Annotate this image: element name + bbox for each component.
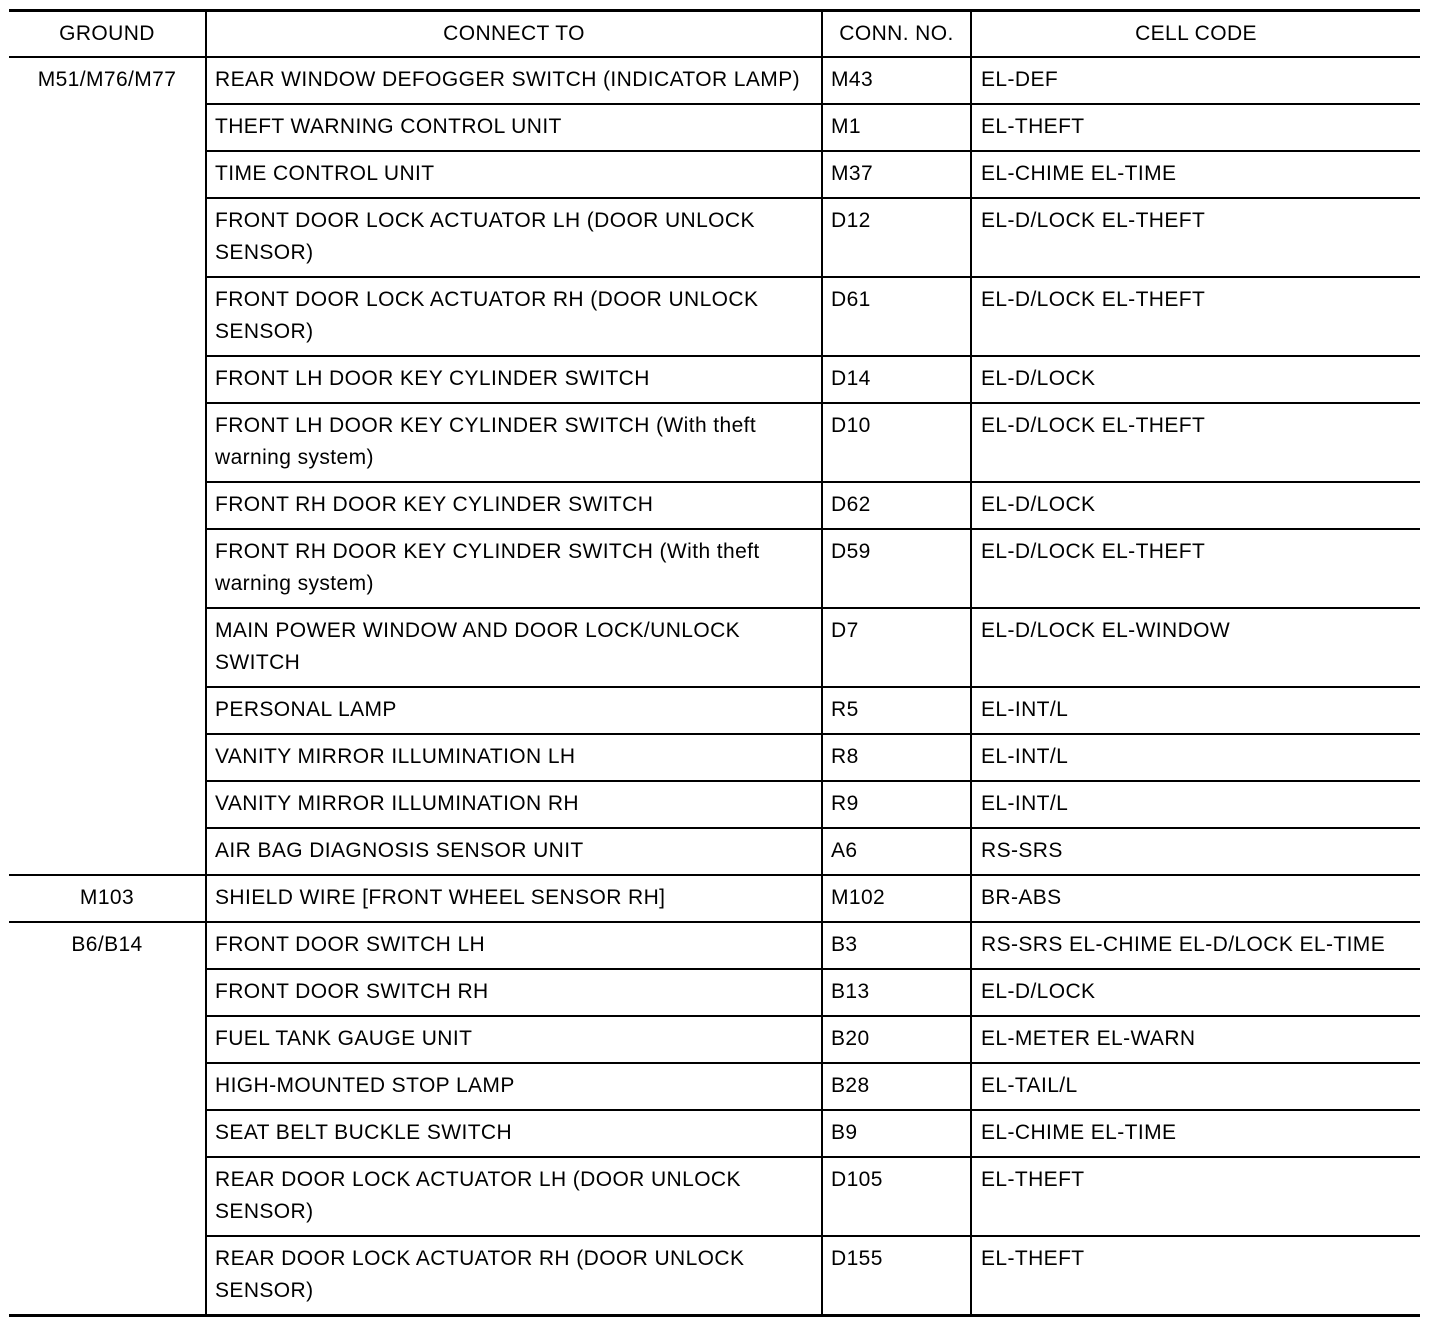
conn-no-cell: D7: [822, 608, 971, 687]
cell-code-cell: EL-D/LOCK EL-THEFT: [971, 198, 1420, 277]
header-connect-to: CONNECT TO: [206, 11, 822, 58]
cell-code-cell: EL-METER EL-WARN: [971, 1016, 1420, 1063]
table-row: [9, 198, 1420, 277]
conn-no-cell: M1: [822, 104, 971, 151]
table-row: [9, 277, 1420, 356]
table-row: [9, 403, 1420, 482]
table-row: [9, 1157, 1420, 1236]
conn-no-cell: M37: [822, 151, 971, 198]
table-row: [9, 1110, 1420, 1157]
ground-connections-table: [9, 9, 1420, 1317]
cell-code-cell: EL-D/LOCK: [971, 969, 1420, 1016]
cell-code-cell: EL-D/LOCK EL-THEFT: [971, 403, 1420, 482]
table-row: [9, 1063, 1420, 1110]
conn-no-cell: B13: [822, 969, 971, 1016]
cell-code-cell: EL-THEFT: [971, 1157, 1420, 1236]
conn-no-cell: D61: [822, 277, 971, 356]
conn-no-cell: R8: [822, 734, 971, 781]
cell-code-cell: EL-CHIME EL-TIME: [971, 1110, 1420, 1157]
cell-code-cell: EL-INT/L: [971, 781, 1420, 828]
connect-to-cell: TIME CONTROL UNIT: [206, 151, 822, 198]
header-ground: GROUND: [9, 11, 206, 58]
conn-no-cell: D62: [822, 482, 971, 529]
ground-cell: B6/B14: [9, 922, 206, 1316]
connect-to-cell: VANITY MIRROR ILLUMINATION RH: [206, 781, 822, 828]
cell-code-cell: EL-D/LOCK EL-THEFT: [971, 529, 1420, 608]
header-conn-no: CONN. NO.: [822, 11, 971, 58]
conn-no-cell: M102: [822, 875, 971, 922]
cell-code-cell: EL-D/LOCK EL-WINDOW: [971, 608, 1420, 687]
table-row: [9, 875, 1420, 922]
conn-no-cell: B9: [822, 1110, 971, 1157]
table-row: [9, 734, 1420, 781]
conn-no-cell: B3: [822, 922, 971, 969]
cell-code-cell: EL-INT/L: [971, 734, 1420, 781]
ground-cell: M103: [9, 875, 206, 922]
table-row: [9, 482, 1420, 529]
conn-no-cell: D12: [822, 198, 971, 277]
connect-to-cell: SEAT BELT BUCKLE SWITCH: [206, 1110, 822, 1157]
table-row: [9, 781, 1420, 828]
table-row: [9, 922, 1420, 969]
connect-to-cell: SHIELD WIRE [FRONT WHEEL SENSOR RH]: [206, 875, 822, 922]
cell-code-cell: EL-D/LOCK: [971, 482, 1420, 529]
connect-to-cell: REAR DOOR LOCK ACTUATOR RH (DOOR UNLOCK SENSOR): [206, 1236, 822, 1316]
table-row: [9, 608, 1420, 687]
conn-no-cell: R9: [822, 781, 971, 828]
connect-to-cell: FRONT DOOR SWITCH LH: [206, 922, 822, 969]
conn-no-cell: A6: [822, 828, 971, 875]
cell-code-cell: RS-SRS: [971, 828, 1420, 875]
conn-no-cell: B28: [822, 1063, 971, 1110]
cell-code-cell: EL-THEFT: [971, 1236, 1420, 1316]
table-row: [9, 356, 1420, 403]
connect-to-cell: REAR DOOR LOCK ACTUATOR LH (DOOR UNLOCK SENSOR): [206, 1157, 822, 1236]
table-row: [9, 1236, 1420, 1316]
conn-no-cell: D155: [822, 1236, 971, 1316]
connect-to-cell: FRONT DOOR LOCK ACTUATOR RH (DOOR UNLOCK SENSOR): [206, 277, 822, 356]
table-row: [9, 529, 1420, 608]
conn-no-cell: M43: [822, 57, 971, 104]
cell-code-cell: RS-SRS EL-CHIME EL-D/LOCK EL-TIME: [971, 922, 1420, 969]
conn-no-cell: D105: [822, 1157, 971, 1236]
table-row: [9, 151, 1420, 198]
cell-code-cell: EL-INT/L: [971, 687, 1420, 734]
connect-to-cell: FRONT RH DOOR KEY CYLINDER SWITCH (With theft warning system): [206, 529, 822, 608]
connect-to-cell: HIGH-MOUNTED STOP LAMP: [206, 1063, 822, 1110]
cell-code-cell: EL-CHIME EL-TIME: [971, 151, 1420, 198]
cell-code-cell: EL-THEFT: [971, 104, 1420, 151]
connect-to-cell: MAIN POWER WINDOW AND DOOR LOCK/UNLOCK SWITCH: [206, 608, 822, 687]
table-row: [9, 1016, 1420, 1063]
connect-to-cell: PERSONAL LAMP: [206, 687, 822, 734]
connect-to-cell: AIR BAG DIAGNOSIS SENSOR UNIT: [206, 828, 822, 875]
table-row: [9, 104, 1420, 151]
conn-no-cell: D14: [822, 356, 971, 403]
header-row: [9, 11, 1420, 58]
connect-to-cell: FRONT LH DOOR KEY CYLINDER SWITCH (With theft warning system): [206, 403, 822, 482]
connect-to-cell: VANITY MIRROR ILLUMINATION LH: [206, 734, 822, 781]
conn-no-cell: D10: [822, 403, 971, 482]
conn-no-cell: B20: [822, 1016, 971, 1063]
table-row: [9, 57, 1420, 104]
connect-to-cell: FRONT DOOR SWITCH RH: [206, 969, 822, 1016]
connect-to-cell: FUEL TANK GAUGE UNIT: [206, 1016, 822, 1063]
connect-to-cell: THEFT WARNING CONTROL UNIT: [206, 104, 822, 151]
conn-no-cell: D59: [822, 529, 971, 608]
table-body: [9, 57, 1420, 1316]
header-cell-code: CELL CODE: [971, 11, 1420, 58]
conn-no-cell: R5: [822, 687, 971, 734]
cell-code-cell: EL-D/LOCK EL-THEFT: [971, 277, 1420, 356]
table-row: [9, 687, 1420, 734]
connect-to-cell: FRONT RH DOOR KEY CYLINDER SWITCH: [206, 482, 822, 529]
cell-code-cell: EL-DEF: [971, 57, 1420, 104]
connect-to-cell: FRONT DOOR LOCK ACTUATOR LH (DOOR UNLOCK SENSOR): [206, 198, 822, 277]
table-row: [9, 969, 1420, 1016]
cell-code-cell: BR-ABS: [971, 875, 1420, 922]
cell-code-cell: EL-D/LOCK: [971, 356, 1420, 403]
connect-to-cell: REAR WINDOW DEFOGGER SWITCH (INDICATOR LAMP): [206, 57, 822, 104]
table-row: [9, 828, 1420, 875]
ground-cell: M51/M76/M77: [37, 68, 177, 91]
cell-code-cell: EL-TAIL/L: [971, 1063, 1420, 1110]
connect-to-cell: FRONT LH DOOR KEY CYLINDER SWITCH: [206, 356, 822, 403]
